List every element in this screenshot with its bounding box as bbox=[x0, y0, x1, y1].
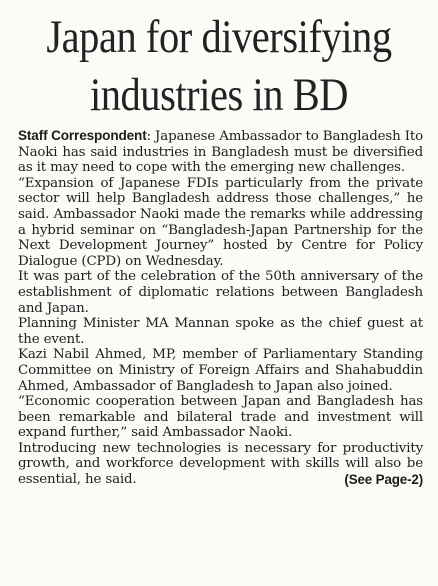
byline: Staff Correspondent bbox=[18, 128, 147, 143]
article-paragraph-lead bbox=[18, 128, 423, 176]
article-paragraph: It was part of the celebration of the 50th anniversary of the establishment of diplomatic relations between Bangladesh and Japan. bbox=[18, 269, 423, 316]
headline-line-2: industries in BD bbox=[89, 69, 349, 121]
last-paragraph-text: Introducing new technologies is necessary for productivity growth, and workforce development with skills will also be essential, he said. bbox=[18, 440, 423, 488]
article-paragraph-last bbox=[18, 441, 423, 488]
article-paragraph: Planning Minister MA Mannan spoke as the chief guest at the event. bbox=[18, 316, 423, 347]
article-paragraph: Kazi Nabil Ahmed, MP, member of Parliamentary Standing Committee on Ministry of Foreign Affairs and Shahabuddin Ahmed, Ambassador of Bangladesh to Japan also joined. bbox=[18, 347, 423, 394]
lead-text: : Japanese Ambassador to Bangladesh Ito Naoki has said industries in Bangladesh must be diversified as it may need to cope with the emerging new challenges. bbox=[18, 129, 423, 176]
article-body bbox=[18, 128, 423, 488]
article-paragraph: “Expansion of Japanese FDIs particularly from the private sector will help Bangladesh address those challenges,” he said. Ambassador Naoki made the remarks while addressing a hybrid seminar on “Bangladesh-Japan Partnership for the Next Development Journey” hosted by Centre for Policy Dialogue (CPD) on Wednesday. bbox=[18, 175, 423, 269]
article-paragraph: “Economic cooperation between Japan and Bangladesh has been remarkable and bilateral trade and investment will expand further,” said Ambassador Naoki. bbox=[18, 394, 423, 441]
continuation-link[interactable]: (See Page-2) bbox=[344, 472, 423, 488]
headline-line-1: Japan for diversifying bbox=[46, 11, 392, 63]
headline bbox=[31, 8, 408, 124]
